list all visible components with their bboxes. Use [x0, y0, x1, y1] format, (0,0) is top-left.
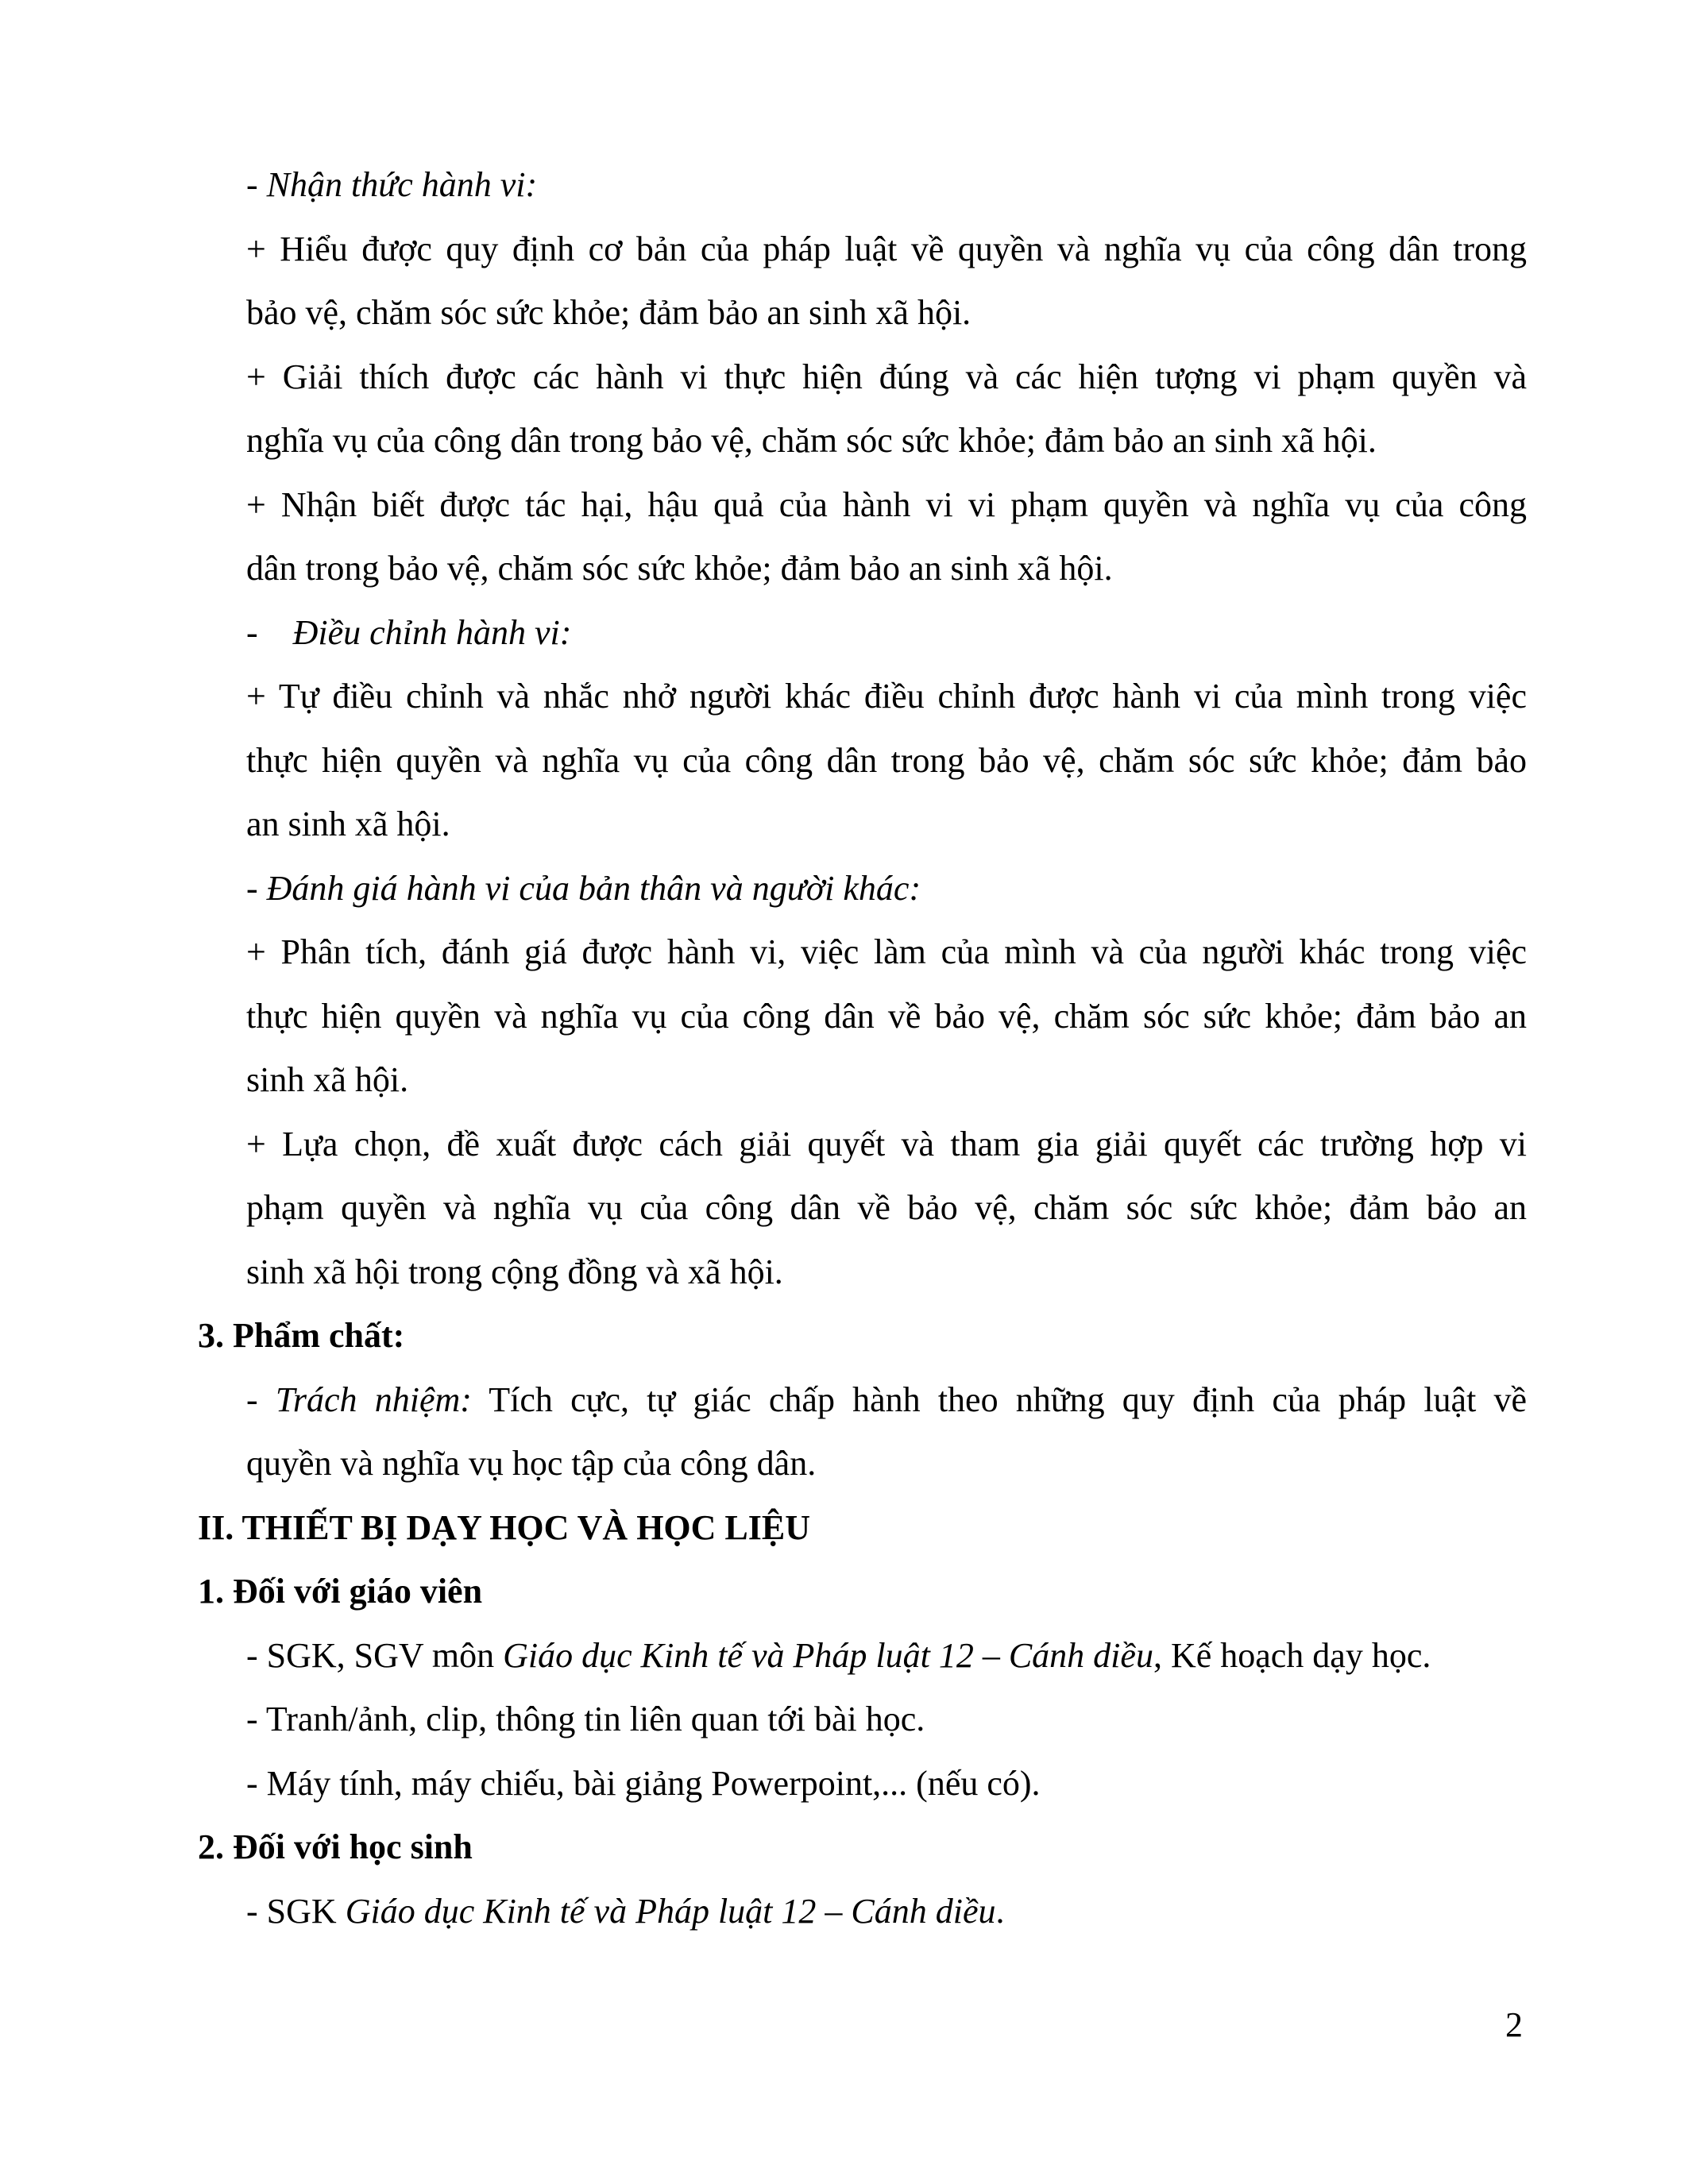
text-segment: dân trong bảo vệ, chăm sóc sức khỏe; đảm bảo an sinh xã hội. — [246, 549, 1113, 588]
text-segment: - SGK, SGV môn — [246, 1635, 504, 1675]
italic-text: Giáo dục Kinh tế và Pháp luật 12 – Cánh diều — [345, 1891, 996, 1931]
text-segment: thực hiện quyền và nghĩa vụ của công dân về bảo vệ, chăm sóc sức khỏe; đảm bảo an — [246, 996, 1527, 1036]
text-segment: - — [246, 868, 267, 908]
text-line — [246, 1752, 1527, 1815]
italic-text: Giáo dục Kinh tế và Pháp luật 12 – Cánh diều — [503, 1635, 1153, 1675]
text-segment: an sinh xã hội. — [246, 805, 450, 843]
text-line — [246, 153, 1527, 217]
text-segment: sinh xã hội trong cộng đồng và xã hội. — [246, 1252, 783, 1291]
text-segment: 1. Đối với giáo viên — [198, 1572, 483, 1611]
text-segment: thực hiện quyền và nghĩa vụ của công dân trong bảo vệ, chăm sóc sức khỏe; đảm bảo — [246, 740, 1527, 780]
text-segment: - Tranh/ảnh, clip, thông tin liên quan tới bài học. — [246, 1700, 925, 1738]
text-segment: nghĩa vụ của công dân trong bảo vệ, chăm sóc sức khỏe; đảm bảo an sinh xã hội. — [246, 421, 1377, 460]
text-segment: - SGK — [246, 1891, 346, 1931]
text-segment: . — [995, 1891, 1005, 1931]
text-segment: + Lựa chọn, đề xuất được cách giải quyết và tham gia giải quyết các trường hợp vi — [246, 1124, 1527, 1163]
italic-text: Đánh giá hành vi của bản thân và người khác: — [266, 868, 921, 908]
text-line — [246, 1432, 1527, 1495]
text-line — [246, 1624, 1527, 1688]
text-segment: - Máy tính, máy chiếu, bài giảng Powerpoint,... (nếu có). — [246, 1763, 1041, 1803]
text-segment: + Phân tích, đánh giá được hành vi, việc làm của mình và của người khác trong việc — [246, 932, 1527, 971]
text-segment: quyền và nghĩa vụ học tập của công dân. — [246, 1444, 817, 1483]
text-segment: bảo vệ, chăm sóc sức khỏe; đảm bảo an sinh xã hội. — [246, 293, 971, 332]
text-line — [246, 218, 1527, 281]
text-line — [246, 601, 1527, 665]
text-segment: + Giải thích được các hành vi thực hiện đúng và các hiện tượng vi phạm quyền và — [246, 357, 1527, 396]
text-segment: - — [246, 1379, 276, 1419]
text-line — [246, 473, 1527, 537]
text-line — [246, 729, 1527, 793]
text-segment: - — [246, 165, 267, 204]
text-line — [246, 1176, 1527, 1240]
text-line — [246, 537, 1527, 600]
text-line — [246, 1880, 1527, 1943]
text-segment: phạm quyền và nghĩa vụ của công dân về bảo vệ, chăm sóc sức khỏe; đảm bảo an — [246, 1188, 1527, 1227]
italic-text: Điều chỉnh hành vi: — [292, 612, 572, 652]
text-segment: - — [246, 612, 293, 652]
text-segment: + Hiểu được quy định cơ bản của pháp luật về quyền và nghĩa vụ của công dân trong — [246, 229, 1527, 268]
text-line — [246, 409, 1527, 473]
text-segment: Tích cực, tự giác chấp hành theo những quy định của pháp luật về — [471, 1379, 1528, 1419]
italic-text: Trách nhiệm: — [275, 1379, 472, 1419]
text-line — [246, 920, 1527, 984]
text-segment: + Tự điều chỉnh và nhắc nhở người khác điều chỉnh được hành vi của mình trong việc — [246, 677, 1527, 716]
text-line — [246, 985, 1527, 1048]
text-line — [246, 1241, 1527, 1304]
text-segment: 2. Đối với học sinh — [198, 1827, 473, 1866]
page-number: 2 — [1505, 2005, 1523, 2044]
text-segment: sinh xã hội. — [246, 1060, 409, 1099]
text-segment: + Nhận biết được tác hại, hậu quả của hành vi vi phạm quyền và nghĩa vụ của công — [246, 484, 1527, 524]
text-line — [246, 1688, 1527, 1751]
text-line — [246, 345, 1527, 409]
text-line — [246, 1113, 1527, 1176]
text-segment: II. THIẾT BỊ DẠY HỌC VÀ HỌC LIỆU — [198, 1507, 811, 1547]
section-heading — [198, 1304, 404, 1368]
text-segment: 3. Phẩm chất: — [198, 1316, 405, 1355]
text-line — [246, 1048, 1527, 1112]
text-line — [246, 281, 1527, 345]
text-segment: , Kế hoạch dạy học. — [1153, 1635, 1431, 1675]
text-line — [246, 1368, 1527, 1432]
text-line — [246, 793, 1527, 856]
section-heading — [198, 1496, 810, 1560]
text-line — [246, 665, 1527, 728]
section-heading — [198, 1815, 473, 1879]
text-line — [246, 857, 1527, 920]
italic-text: Nhận thức hành vi: — [266, 165, 538, 204]
section-heading — [198, 1560, 482, 1623]
